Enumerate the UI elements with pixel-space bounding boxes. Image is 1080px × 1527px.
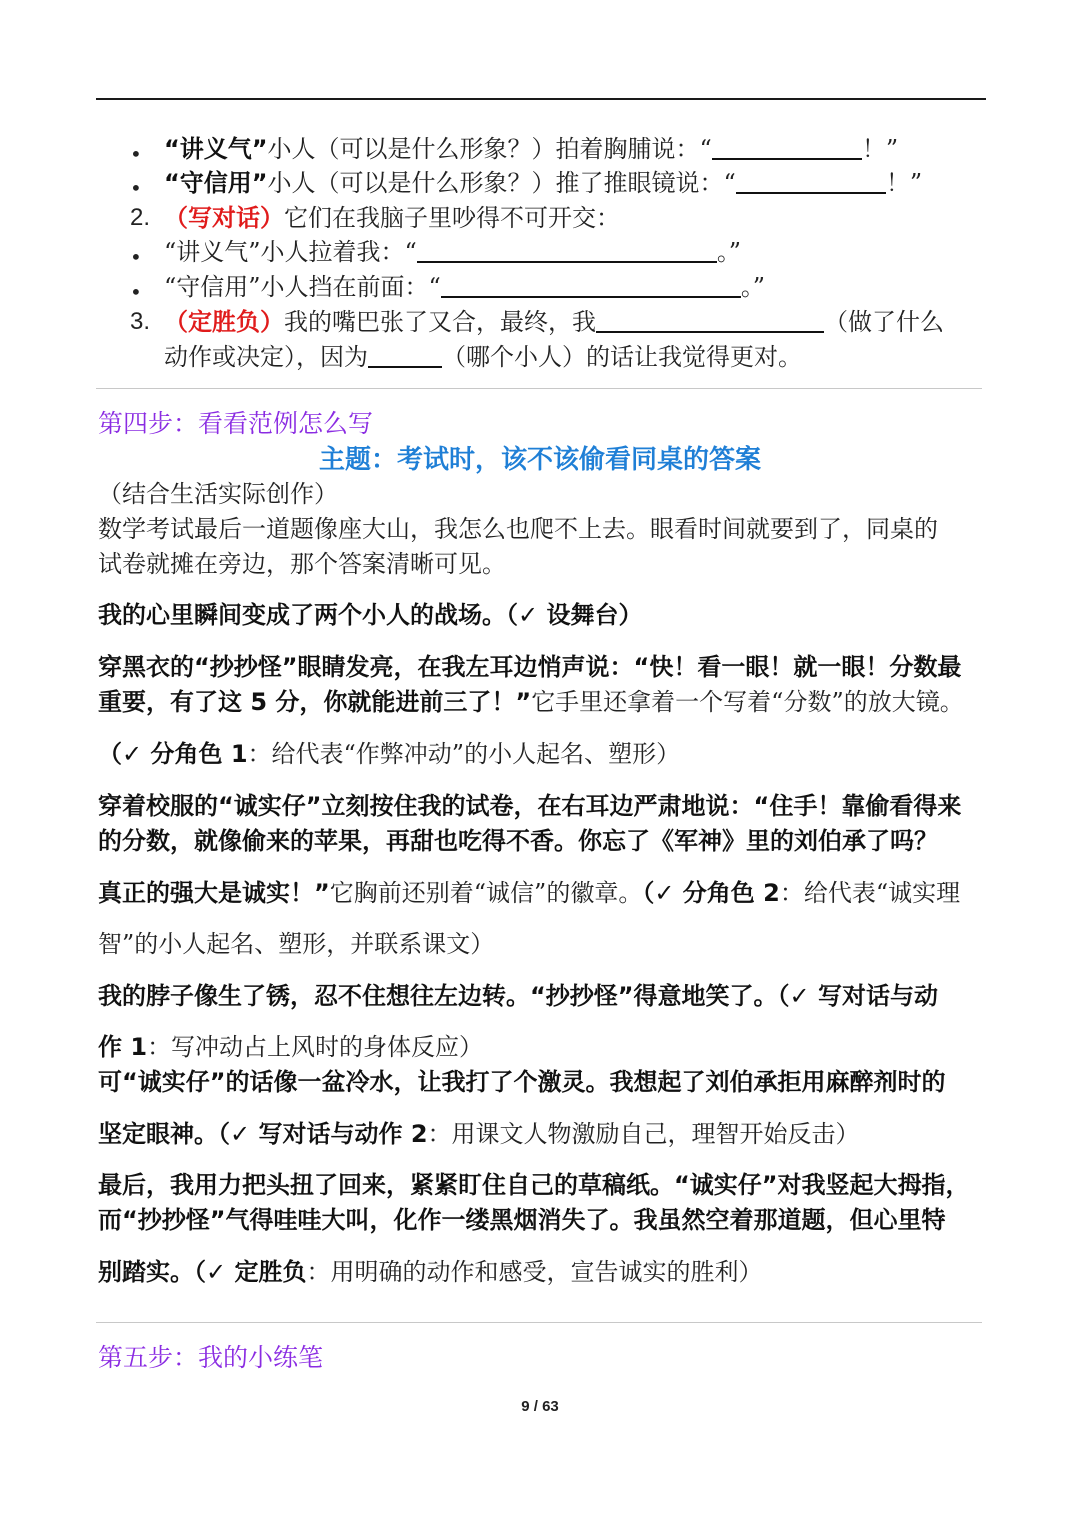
section-divider	[96, 388, 982, 389]
answer-blank[interactable]	[368, 344, 442, 368]
paragraph-line: （✓ 分角色 1：给代表“作弊冲动”的小人起名、塑形）	[98, 740, 681, 768]
paragraph-line: 数学考试最后一道题像座大山，我怎么也爬不上去。眼看时间就要到了，同桌的	[98, 515, 938, 543]
paragraph-line: 而“抄抄怪”气得哇哇大叫，化作一缕黑烟消失了。我虽然空着那道题，但心里特	[98, 1206, 946, 1234]
section-divider	[96, 1322, 982, 1323]
answer-blank[interactable]	[712, 136, 862, 160]
paragraph-line: 穿黑衣的“抄抄怪”眼睛发亮，在我左耳边悄声说：“快！看一眼！就一眼！分数最	[98, 653, 962, 681]
paragraph-line: 真正的强大是诚实！”它胸前还别着“诚信”的徽章。（✓ 分角色 2：给代表“诚实理	[98, 879, 961, 907]
answer-blank[interactable]	[441, 274, 741, 298]
list-item: （定胜负）我的嘴巴张了又合，最终，我 （做了什么	[164, 307, 944, 336]
paragraph-line: 穿着校服的“诚实仔”立刻按住我的试卷，在右耳边严肃地说：“住手！靠偷看得来	[98, 792, 962, 820]
list-item-continued: 动作或决定），因为 （哪个小人）的话让我觉得更对。	[164, 343, 802, 371]
paragraph-line: 试卷就摊在旁边，那个答案清晰可见。	[98, 550, 506, 578]
list-item: “讲义气”小人拉着我：“ 。”	[164, 238, 742, 266]
example-theme: 主题：考试时，该不该偷看同桌的答案	[318, 445, 761, 475]
paragraph-line: 坚定眼神。（✓ 写对话与动作 2：用课文人物激励自己，理智开始反击）	[98, 1120, 860, 1148]
paragraph-line: 智”的小人起名、塑形，并联系课文）	[98, 930, 495, 958]
paragraph-line: 重要，有了这 5 分，你就能进前三了！”它手里还拿着一个写着“分数”的放大镜。	[98, 688, 964, 716]
page-number: 9 / 63	[521, 1398, 559, 1415]
bullet-dot: •	[130, 280, 142, 304]
item-number: 2.	[130, 204, 151, 231]
list-item: “守信用”小人（可以是什么形象？）推了推眼镜说：“ ！”	[164, 169, 923, 197]
answer-blank[interactable]	[417, 239, 717, 263]
list-item: （写对话）它们在我脑子里吵得不可开交：	[164, 203, 620, 232]
paragraph-line: 作 1：写冲动占上风时的身体反应）	[98, 1033, 484, 1061]
item-number: 3.	[130, 308, 151, 335]
paragraph-line: 可“诚实仔”的话像一盆冷水，让我打了个激灵。我想起了刘伯承拒用麻醉剂时的	[98, 1068, 946, 1096]
paragraph-line: 我的心里瞬间变成了两个小人的战场。（✓ 设舞台）	[98, 601, 643, 629]
paragraph-line: 最后，我用力把头扭了回来，紧紧盯住自己的草稿纸。“诚实仔”对我竖起大拇指，	[98, 1171, 970, 1199]
paragraph-line: 的分数，就像偷来的苹果，再甜也吃得不香。你忘了《军神》里的刘伯承了吗？	[98, 827, 938, 855]
bullet-dot: •	[130, 142, 142, 166]
answer-blank[interactable]	[736, 170, 886, 194]
bullet-dot: •	[130, 176, 142, 200]
paragraph-line: 我的脖子像生了锈，忍不住想往左边转。“抄抄怪”得意地笑了。（✓ 写对话与动	[98, 982, 939, 1010]
step5-heading: 第五步：我的小练笔	[98, 1343, 324, 1372]
paragraph-line: 别踏实。（✓ 定胜负：用明确的动作和感受，宣告诚实的胜利）	[98, 1258, 763, 1286]
answer-blank[interactable]	[596, 309, 824, 333]
list-item: “守信用”小人挡在前面：“ 。”	[164, 273, 766, 301]
list-item: “讲义气”小人（可以是什么形象？）拍着胸脯说：“ ！”	[164, 135, 899, 163]
step4-heading: 第四步：看看范例怎么写	[98, 409, 374, 438]
example-note: （结合生活实际创作）	[98, 480, 338, 508]
header-rule	[96, 98, 986, 100]
bullet-dot: •	[130, 245, 142, 269]
